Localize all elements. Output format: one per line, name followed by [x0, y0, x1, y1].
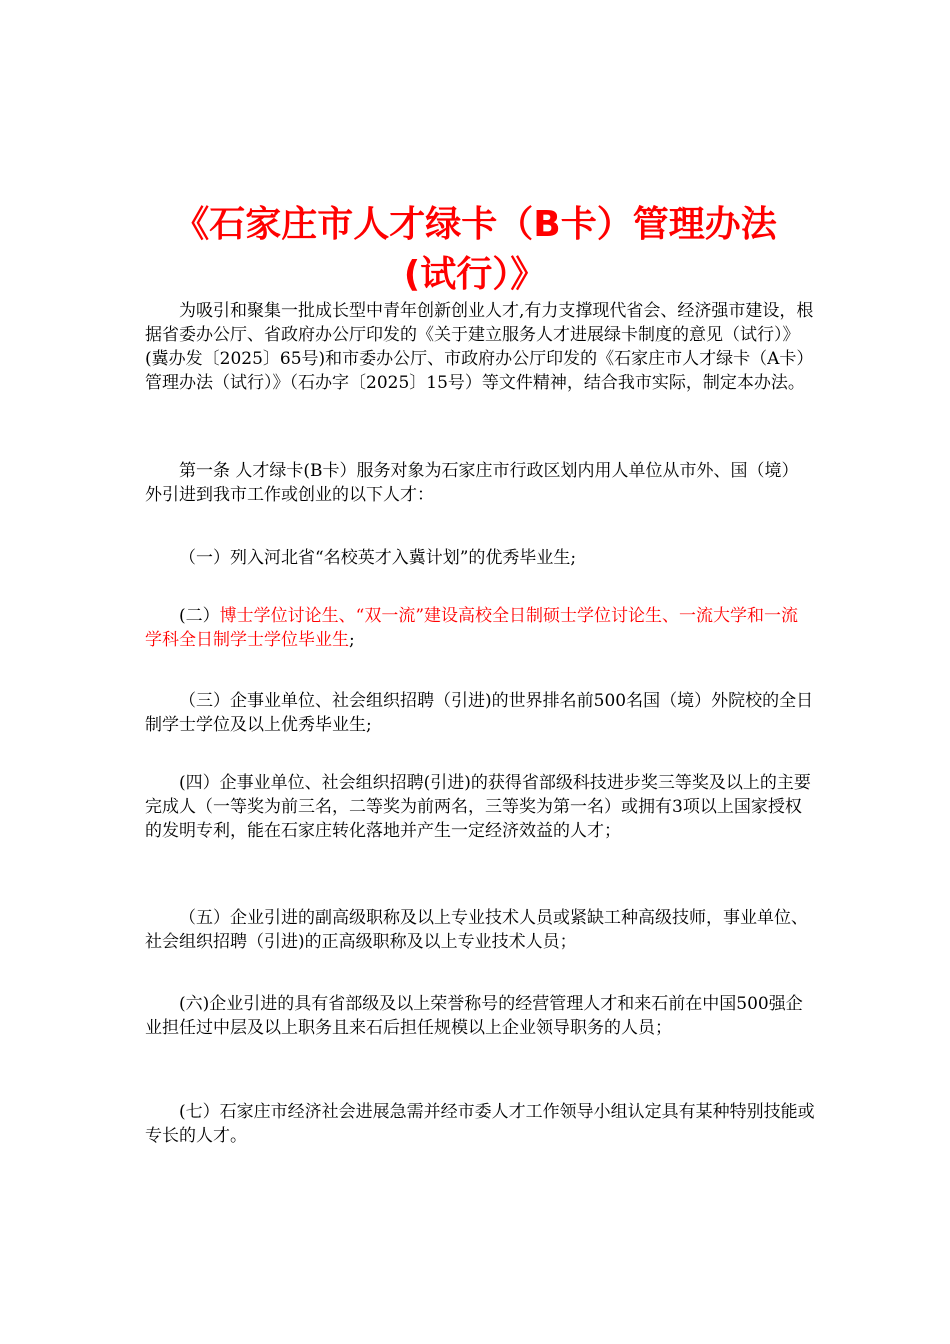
list-item-4-text: 企事业单位、社会组织招聘(引进)的获得省部级科技进步奖三等奖及以上的主要完成人（一等奖为前三名，二等奖为前两名，三等奖为第一名）或拥有3项以上国家授权的发明专利，能在石家庄转化落地并产生一定经济效益的人才；	[145, 773, 811, 841]
list-item-3-prefix: （三）	[179, 691, 230, 711]
list-item-2-prefix: (二）	[179, 606, 220, 626]
list-item-3	[145, 689, 815, 737]
document-title-line2: (试行）》	[403, 254, 547, 295]
intro-paragraph: 为吸引和聚集一批成长型中青年创新创业人才,有力支撑现代省会、经济强市建设，根据省委办公厅、省政府办公厅印发的《关于建立服务人才进展绿卡制度的意见（试行）》(冀办发〔2025〕65号)和市委办公厅、市政府办公厅印发的《石家庄市人才绿卡（A卡）管理办法（试行）》（石办字〔2025〕15号）等文件精神，结合我市实际，制定本办法。	[145, 301, 814, 393]
list-item-7-text: 石家庄市经济社会进展急需并经市委人才工作领导小组认定具有某种特别技能或专长的人才。	[145, 1102, 815, 1146]
list-item-2	[145, 604, 815, 652]
list-item-4	[145, 771, 815, 843]
list-item-4-prefix: (四）	[179, 773, 220, 793]
list-item-5-text: 企业引进的副高级职称及以上专业技术人员或紧缺工种高级技师，事业单位、社会组织招聘（引进)的正高级职称及以上专业技术人员；	[145, 908, 808, 952]
list-item-2-highlighted-text: 博士学位讨论生、“双一流”建设高校全日制硕士学位讨论生、一流大学和一流学科全日制学士学位毕业生	[145, 606, 799, 650]
list-item-5-prefix: （五）	[179, 908, 230, 928]
list-item-1-prefix: （一）	[179, 548, 230, 568]
list-item-2-suffix: ;	[349, 630, 355, 650]
list-item-6-prefix: (六)	[179, 994, 210, 1014]
article-1: 第一条 人才绿卡(B卡）服务对象为石家庄市行政区划内用人单位从市外、国（境）外引进到我市工作或创业的以下人才：	[145, 461, 799, 505]
list-item-1	[145, 546, 815, 570]
document-title-line1: 《石家庄市人才绿卡（B卡）管理办法	[173, 204, 777, 245]
list-item-5	[145, 906, 815, 954]
list-item-7-prefix: (七）	[179, 1102, 220, 1122]
list-item-3-text: 企事业单位、社会组织招聘（引进)的世界排名前500名国（境）外院校的全日制学士学位及以上优秀毕业生;	[145, 691, 814, 735]
list-item-7	[145, 1100, 815, 1148]
list-item-6-text: 企业引进的具有省部级及以上荣誉称号的经营管理人才和来石前在中国500强企业担任过中层及以上职务且来石后担任规模以上企业领导职务的人员；	[145, 994, 803, 1038]
list-item-1-text: 列入河北省“名校英才入冀计划”的优秀毕业生;	[230, 548, 577, 568]
list-item-6	[145, 992, 815, 1040]
